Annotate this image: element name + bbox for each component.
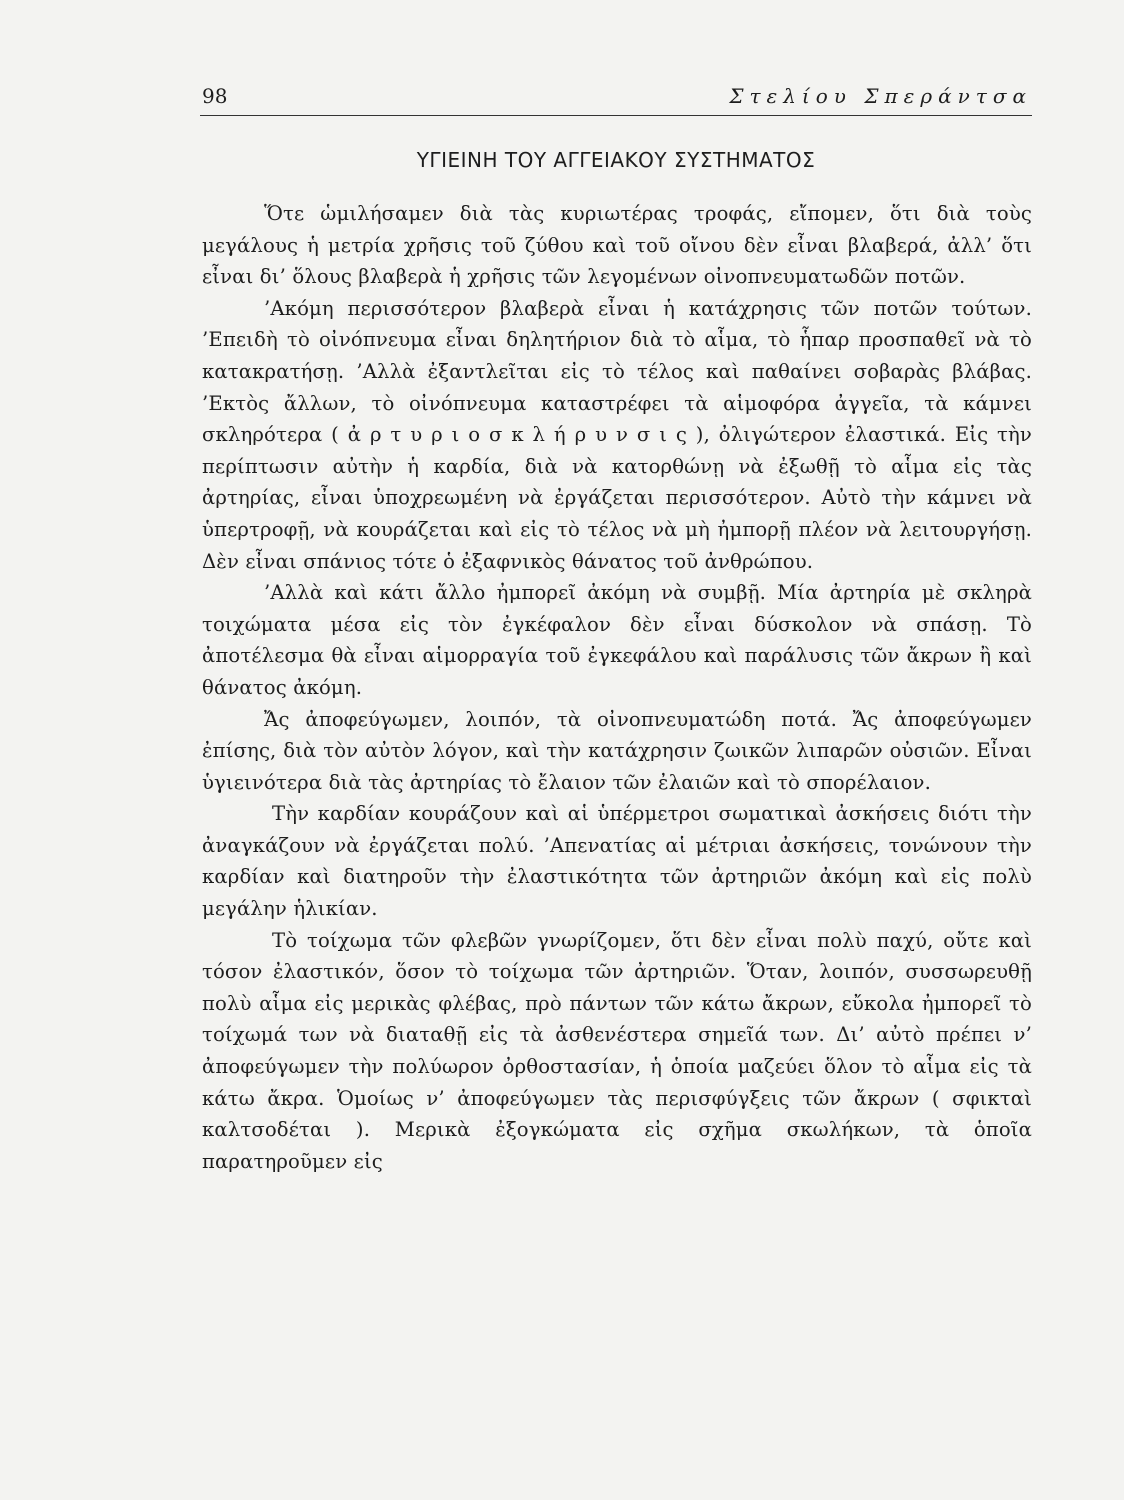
paragraph: ’Ακόμη περισσότερον βλαβερὰ εἶναι ἡ κατάχρησις τῶν ποτῶν τούτων. ’Επειδὴ τὸ οἰνόπνευμα εἶναι δηλητήριον διὰ τὸ αἷμα, τὸ ἧπαρ προσπαθεῖ νὰ τὸ κατακρατήσῃ. ’Αλλὰ ἐξαντλεῖται εἰς τὸ τέλος καὶ παθαίνει σοβαρὰς βλάβας. ’Εκτὸς ἄλλων, τὸ οἰνόπνευμα καταστρέφει τὰ αἱμοφόρα ἀγγεῖα, τὰ κάμνει σκληρότερα ( ἀ ρ τ υ ρ ι ο σ κ λ ή ρ υ ν σ ι ς ), ὀλιγώτερον ἐλαστικά. Εἰς τὴν περίπτωσιν αὐτὴν ἡ καρδία, διὰ νὰ κατορθώνῃ νὰ ἐξωθῇ τὸ αἷμα εἰς τὰς ἀρτηρίας, εἶναι ὑποχρεωμένη νὰ ἐργάζεται περισσότερον. Αὐτὸ τὴν κάμνει νὰ ὑπερτροφῇ, νὰ κουράζεται καὶ εἰς τὸ τέλος νὰ μὴ ἠμπορῇ πλέον νὰ λειτουργήσῃ. Δὲν εἶναι σπάνιος τότε ὁ ἐξαφνικὸς θάνατος τοῦ ἀνθρώπου. <box>202 296 1032 573</box>
paragraph: Τὸ τοίχωμα τῶν φλεβῶν γνωρίζομεν, ὅτι δὲν εἶναι πολὺ παχύ, οὔτε καὶ τόσον ἐλαστικόν, ὅσον τὸ τοίχωμα τῶν ἀρτηριῶν. Ὅταν, λοιπόν, συσσωρευθῇ πολὺ αἷμα εἰς μερικὰς φλέβας, πρὸ πάντων τῶν κάτω ἄκρων, εὔκολα ἠμπορεῖ τὸ τοίχωμά των νὰ διαταθῇ εἰς τὰ ἀσθενέστερα σημεῖά των. Δι’ αὐτὸ πρέπει ν’ ἀποφεύγωμεν τὴν πολύωρον ὀρθοστασίαν, ἡ ὁποία μαζεύει ὅλον τὸ αἷμα εἰς τὰ κάτω ἄκρα. Ὁμοίως ν’ ἀποφεύγωμεν τὰς περισφύγξεις τῶν ἄκρων ( σφικταὶ καλτσοδέται ). Μερικὰ ἐξογκώματα εἰς σχῆμα σκωλήκων, τὰ ὁποῖα παρατηροῦμεν εἰς <box>202 928 1032 1173</box>
section-title: ΥΓΙΕΙΝΗ ΤΟΥ ΑΓΓΕΙΑΚΟΥ ΣΥΣΤΗΜΑΤΟΣ <box>416 148 816 172</box>
body-text <box>202 198 1032 1177</box>
header-rule <box>200 115 1032 116</box>
paragraph: ’Αλλὰ καὶ κάτι ἄλλο ἠμπορεῖ ἀκόμη νὰ συμβῇ. Μία ἀρτηρία μὲ σκληρὰ τοιχώματα μέσα εἰς τὸν ἐγκέφαλον δὲν εἶναι δύσκολον νὰ σπάσῃ. Τὸ ἀποτέλεσμα θὰ εἶναι αἱμορραγία τοῦ ἐγκεφάλου καὶ παράλυσις τῶν ἄκρων ἢ καὶ θάνατος ἀκόμη. <box>202 581 1032 699</box>
paragraph: Ὅτε ὡμιλήσαμεν διὰ τὰς κυριωτέρας τροφάς, εἴπομεν, ὅτι διὰ τοὺς μεγάλους ἡ μετρία χρῆσις τοῦ ζύθου καὶ τοῦ οἴνου δὲν εἶναι βλαβερά, ἀλλ’ ὅτι εἶναι δι’ ὅλους βλαβερὰ ἡ χρῆσις τῶν λεγομένων οἰνοπνευματωδῶν ποτῶν. <box>202 202 1032 289</box>
page-number: 98 <box>202 84 228 108</box>
paragraph: Τὴν καρδίαν κουράζουν καὶ αἱ ὑπέρμετροι σωματικαὶ ἀσκήσεις διότι τὴν ἀναγκάζουν νὰ ἐργάζεται πολύ. ’Απενατίας αἱ μέτριαι ἀσκήσεις, τονώνουν τὴν καρδίαν καὶ διατηροῦν τὴν ἐλαστικότητα τῶν ἀρτηριῶν ἀκόμη καὶ εἰς πολὺ μεγάλην ἡλικίαν. <box>202 802 1032 921</box>
paragraph: Ἄς ἀποφεύγωμεν, λοιπόν, τὰ οἰνοπνευματώδη ποτά. Ἄς ἀποφεύγωμεν ἐπίσης, διὰ τὸν αὐτὸν λόγον, καὶ τὴν κατάχρησιν ζωικῶν λιπαρῶν οὐσιῶν. Εἶναι ὑγιεινότερα διὰ τὰς ἀρτηρίας τὸ ἔλαιον τῶν ἐλαιῶν καὶ τὸ σπορέλαιον. <box>202 707 1032 794</box>
page-header <box>200 84 1032 114</box>
running-head: Στελίου Σπεράντσα <box>729 84 1032 108</box>
